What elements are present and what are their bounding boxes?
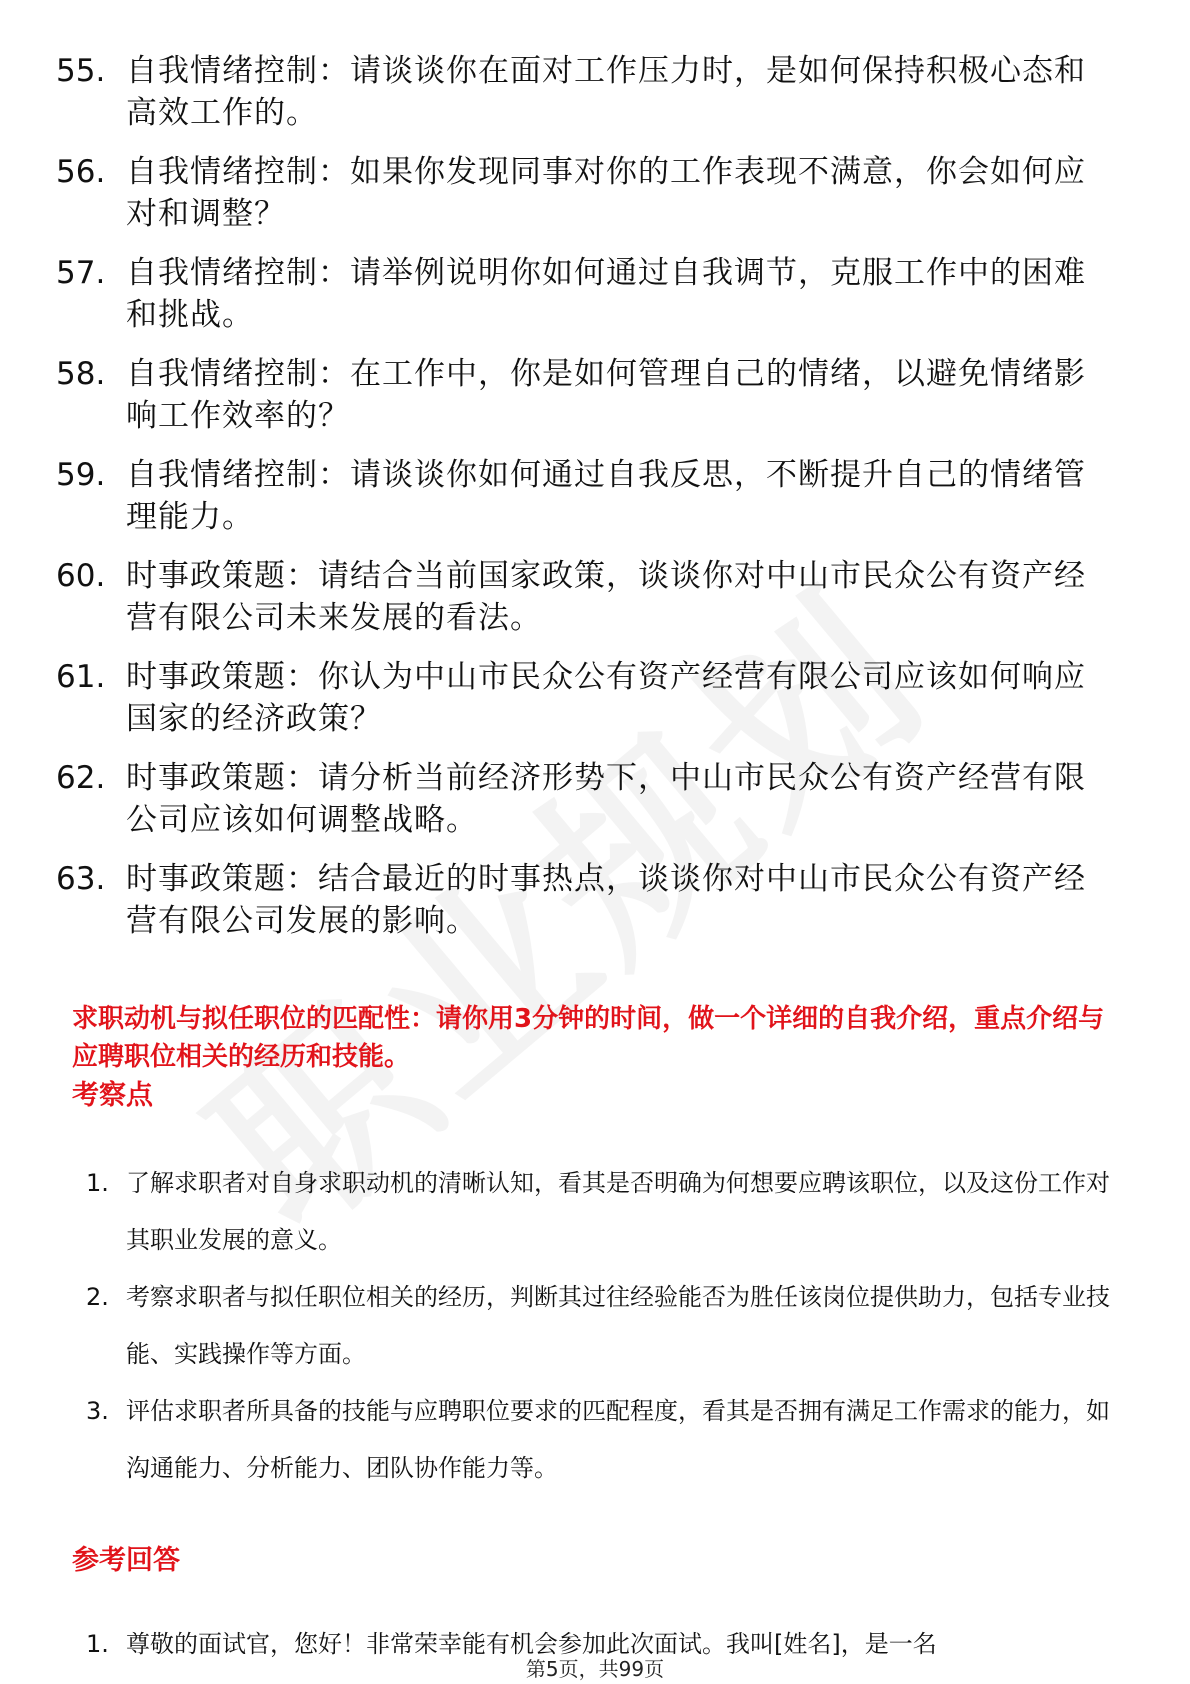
points-heading: 考察点 [72, 1080, 153, 1111]
point-text: 评估求职者所具备的技能与应聘职位要求的匹配程度，看其是否拥有满足工作需求的能力，如沟通能力、分析能力、团队协作能力等。 [126, 1397, 1110, 1482]
question-item [56, 858, 1116, 942]
question-item [56, 757, 1116, 841]
point-number: 1. [86, 1169, 109, 1197]
question-text: 自我情绪控制：请举例说明你如何通过自我调节，克服工作中的困难和挑战。 [126, 255, 1086, 333]
question-text: 时事政策题：结合最近的时事热点，谈谈你对中山市民众公有资产经营有限公司发展的影响。 [126, 861, 1086, 939]
question-list [56, 50, 1116, 959]
question-number: 60. [56, 558, 106, 594]
question-text: 时事政策题：请结合当前国家政策，谈谈你对中山市民众公有资产经营有限公司未来发展的看法。 [126, 558, 1086, 636]
question-text: 时事政策题：请分析当前经济形势下，中山市民众公有资产经营有限公司应该如何调整战略。 [126, 760, 1086, 838]
question-item [56, 353, 1116, 437]
point-number: 2. [86, 1283, 109, 1311]
answer-text: 尊敬的面试官，您好！非常荣幸能有机会参加此次面试。我叫[姓名]，是一名 [126, 1630, 937, 1658]
points-list [86, 1155, 1116, 1497]
page-footer: 第5页，共99页 [525, 1657, 665, 1681]
question-text: 自我情绪控制：请谈谈你如何通过自我反思，不断提升自己的情绪管理能力。 [126, 457, 1086, 535]
point-item [86, 1269, 1116, 1383]
question-number: 58. [56, 356, 106, 392]
question-text: 自我情绪控制：在工作中，你是如何管理自己的情绪，以避免情绪影响工作效率的？ [126, 356, 1086, 434]
question-number: 55. [56, 53, 106, 89]
question-text: 自我情绪控制：请谈谈你在面对工作压力时，是如何保持积极心态和高效工作的。 [126, 53, 1086, 131]
section-title: 求职动机与拟任职位的匹配性：请你用3分钟的时间，做一个详细的自我介绍，重点介绍与应聘职位相关的经历和技能。 [72, 1004, 1105, 1072]
question-number: 63. [56, 861, 106, 897]
answer-number: 1. [86, 1630, 109, 1658]
point-text: 考察求职者与拟任职位相关的经历，判断其过往经验能否为胜任该岗位提供助力，包括专业技能、实践操作等方面。 [126, 1283, 1110, 1368]
question-item [56, 656, 1116, 740]
question-number: 56. [56, 154, 106, 190]
question-item [56, 252, 1116, 336]
question-number: 57. [56, 255, 106, 291]
question-item [56, 555, 1116, 639]
point-item [86, 1155, 1116, 1269]
question-item [56, 151, 1116, 235]
question-item [56, 454, 1116, 538]
point-item [86, 1383, 1116, 1497]
point-text: 了解求职者对自身求职动机的清晰认知，看其是否明确为何想要应聘该职位，以及这份工作对其职业发展的意义。 [126, 1169, 1110, 1254]
question-text: 自我情绪控制：如果你发现同事对你的工作表现不满意，你会如何应对和调整？ [126, 154, 1086, 232]
question-text: 时事政策题：你认为中山市民众公有资产经营有限公司应该如何响应国家的经济政策？ [126, 659, 1086, 737]
answer-heading: 参考回答 [72, 1545, 180, 1576]
point-number: 3. [86, 1397, 109, 1425]
question-number: 61. [56, 659, 106, 695]
question-item [56, 50, 1116, 134]
question-number: 59. [56, 457, 106, 493]
question-number: 62. [56, 760, 106, 796]
